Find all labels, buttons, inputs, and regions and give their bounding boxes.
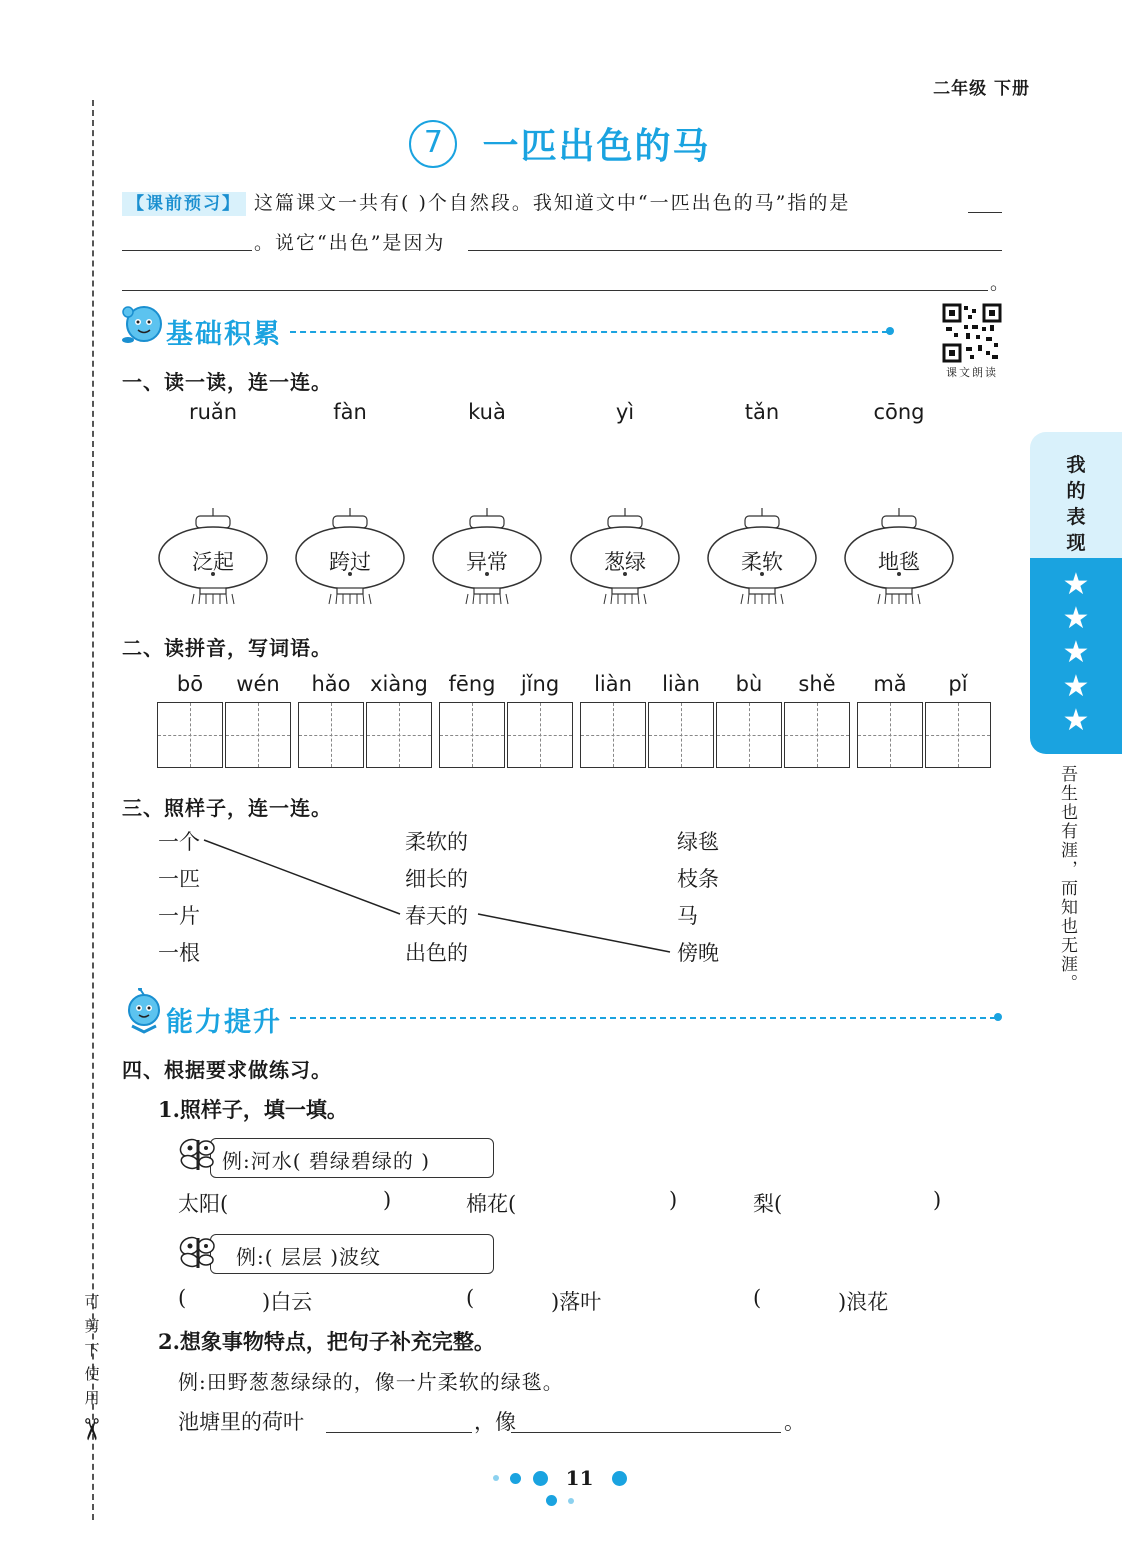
star-icon[interactable]: ★ (1062, 567, 1090, 602)
star-rating[interactable] (1030, 558, 1122, 754)
match-middle-item[interactable]: 出色的 (405, 941, 468, 965)
divider-dot (994, 1013, 1002, 1021)
match-right-item[interactable]: 绿毯 (677, 830, 719, 854)
fill-label: )白云 (262, 1290, 313, 1314)
pinyin-item: ruǎn (188, 400, 238, 424)
example-line (204, 840, 400, 914)
motto-text: 吾生也有涯，而知也无涯。 (1057, 765, 1077, 993)
page-number-bar (480, 1466, 640, 1509)
section-title-basic: 基础积累 (166, 319, 282, 350)
pinyin-item: fēng (448, 672, 496, 696)
preview-tag: 【课前预习】 (122, 192, 246, 216)
q4-sub1: 1.照样子，填一填。 (158, 1097, 348, 1122)
example-3: 例:田野葱葱绿绿的，像一片柔软的绿毯。 (178, 1370, 564, 1394)
page-dot-icon (568, 1498, 574, 1504)
lantern-word: 泛起 (192, 550, 234, 574)
page-number: 11 (565, 1466, 594, 1490)
fill-paren[interactable]: ( (753, 1286, 762, 1310)
answer-line[interactable] (326, 1432, 472, 1433)
star-icon[interactable]: ★ (1062, 601, 1090, 636)
q4-sub2: 2.想象事物特点，把句子补充完整。 (158, 1329, 495, 1354)
fill-paren[interactable]: ) (383, 1188, 392, 1212)
fill-label: 梨( (753, 1192, 783, 1216)
pinyin-item: pǐ (948, 672, 968, 696)
fill-label: 棉花( (466, 1192, 517, 1216)
q3-heading: 三、照样子，连一连。 (122, 796, 332, 820)
match-right-item[interactable]: 枝条 (677, 867, 719, 891)
example-1: 例:河水( 碧绿碧绿的 ) (222, 1149, 431, 1173)
butterfly-icon (176, 1134, 220, 1174)
fill-paren[interactable]: ) (933, 1188, 942, 1212)
page-dot-icon (546, 1495, 557, 1506)
match-right-item[interactable]: 傍晚 (677, 941, 719, 965)
lantern-word: 异常 (466, 550, 508, 574)
match-left-item[interactable]: 一根 (158, 941, 200, 965)
page-dot-icon (510, 1473, 521, 1484)
match-left-item[interactable]: 一匹 (158, 867, 200, 891)
fill-paren[interactable]: ( (178, 1286, 187, 1310)
match-middle-item[interactable]: 春天的 (405, 904, 468, 928)
lesson-number: 7 (409, 120, 457, 168)
pinyin-item: yì (615, 400, 635, 424)
section-divider (290, 1017, 996, 1019)
lantern-word: 地毯 (878, 550, 920, 574)
performance-label: 我的表现 (1030, 432, 1122, 558)
pinyin-item: cōng (873, 400, 925, 424)
star-icon[interactable]: ★ (1062, 703, 1090, 738)
fill-label: )落叶 (551, 1290, 602, 1314)
pinyin-item: mǎ (873, 672, 907, 696)
pinyin-item: tǎn (744, 400, 780, 424)
pinyin-item: jǐng (520, 672, 560, 696)
page-dot-icon (533, 1471, 548, 1486)
pinyin-item: kuà (468, 400, 506, 424)
lesson-title: 一匹出色的马 (482, 126, 711, 167)
scissors-icon: ✂ (73, 1416, 109, 1443)
preview-end: 。 (990, 272, 1012, 294)
example-2: 例:( 层层 )波纹 (236, 1245, 382, 1269)
pinyin-item: fàn (333, 400, 367, 424)
pinyin-item: liàn (594, 672, 632, 696)
q4-heading: 四、根据要求做练习。 (122, 1058, 332, 1082)
fill-label: 太阳( (178, 1192, 229, 1216)
performance-panel (1030, 432, 1122, 754)
example-line (478, 914, 670, 952)
qr-caption: 课文朗读 (946, 366, 998, 379)
sentence-start: 池塘里的荷叶 (178, 1410, 304, 1434)
fill-paren[interactable]: ( (466, 1286, 475, 1310)
fill-paren[interactable]: ) (669, 1188, 678, 1212)
page-dot-icon (493, 1475, 499, 1481)
preview-text-2: 。说它“出色”是因为 (254, 232, 446, 254)
lantern-word: 柔软 (741, 550, 783, 574)
match-left-item[interactable]: 一片 (158, 904, 200, 928)
answer-line[interactable] (511, 1432, 781, 1433)
match-middle-item[interactable]: 细长的 (405, 867, 468, 891)
q1-heading: 一、读一读，连一连。 (122, 370, 332, 394)
pinyin-item: bō (176, 672, 204, 696)
pinyin-item: wén (236, 672, 280, 696)
fill-label: )浪花 (838, 1290, 889, 1314)
q2-heading: 二、读拼音，写词语。 (122, 636, 332, 660)
match-left-item[interactable]: 一个 (158, 830, 200, 854)
pinyin-item: hǎo (311, 672, 351, 696)
mascot-icon (118, 988, 164, 1034)
cut-hint: 可剪下使用 (84, 1293, 100, 1407)
star-icon[interactable]: ★ (1062, 635, 1090, 670)
lantern-word: 跨过 (329, 550, 371, 574)
pinyin-item: bù (735, 672, 763, 696)
pinyin-item: liàn (662, 672, 700, 696)
match-middle-item[interactable]: 柔软的 (405, 830, 468, 854)
sentence-end: 。 (784, 1410, 805, 1434)
section-title-ability: 能力提升 (166, 1007, 282, 1038)
preview-text-1: 这篇课文一共有( )个自然段。我知道文中“一匹出色的马”指的是 (254, 192, 851, 214)
butterfly-icon (176, 1232, 220, 1272)
sentence-middle: ，像 (474, 1410, 516, 1434)
pinyin-item: xiàng (370, 672, 428, 696)
page-dot-icon (612, 1471, 627, 1486)
lantern-word: 葱绿 (604, 550, 646, 574)
grade-label: 二年级 下册 (933, 79, 1030, 99)
pinyin-item: shě (798, 672, 836, 696)
match-right-item[interactable]: 马 (677, 904, 698, 928)
star-icon[interactable]: ★ (1062, 669, 1090, 704)
